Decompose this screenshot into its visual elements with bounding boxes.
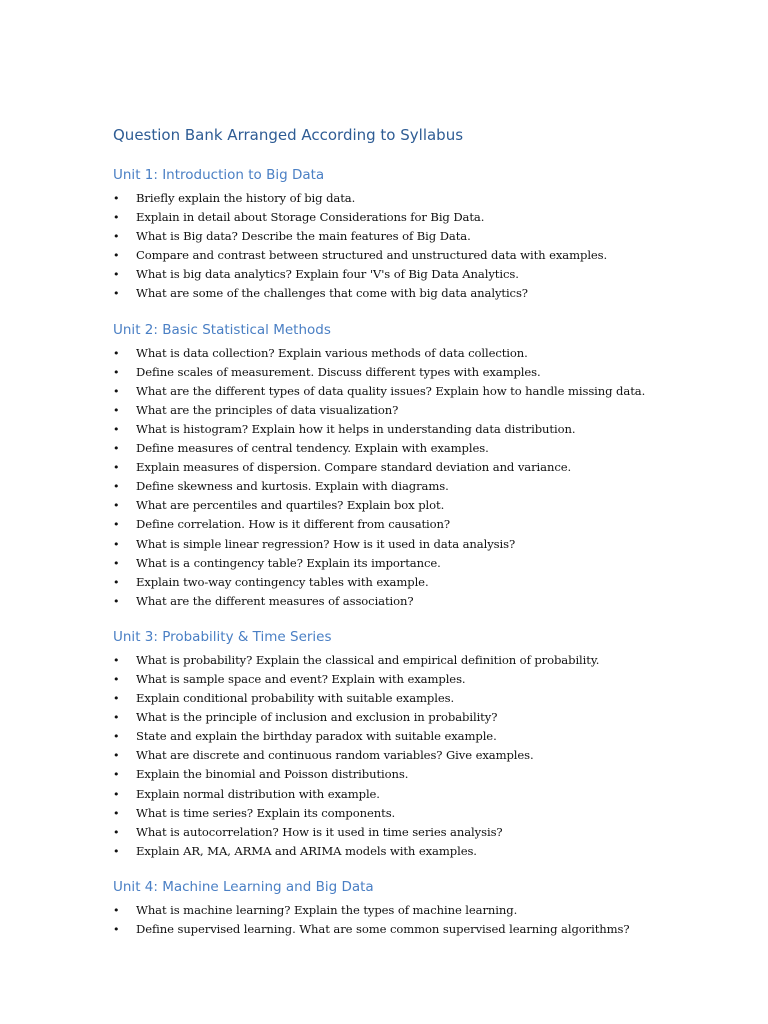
question-item (113, 535, 733, 554)
question-item (113, 246, 733, 265)
question-item (113, 382, 733, 401)
question-list (113, 189, 733, 304)
question-list (113, 901, 733, 939)
bullet-icon: • (113, 365, 120, 379)
question-item (113, 458, 733, 477)
bullet-icon: • (113, 518, 120, 532)
unit-section-1 (113, 165, 733, 304)
question-item (113, 592, 733, 611)
question-item (113, 189, 733, 208)
question-text: What is Big data? Describe the main features of Big Data. (136, 229, 471, 244)
question-text: Explain measures of dispersion. Compare standard deviation and variance. (136, 460, 572, 475)
unit-heading: Unit 3: Probability & Time Series (113, 628, 332, 645)
question-text: What is probability? Explain the classical and empirical definition of probability. (136, 652, 600, 667)
question-text: Compare and contrast between structured and unstructured data with examples. (136, 248, 608, 263)
question-item (113, 496, 733, 515)
question-item (113, 785, 733, 804)
question-item (113, 842, 733, 861)
bullet-icon: • (113, 692, 120, 706)
bullet-icon: • (113, 672, 120, 686)
unit-heading: Unit 1: Introduction to Big Data (113, 167, 325, 183)
question-item (113, 765, 733, 784)
question-text: What is sample space and event? Explain with examples. (136, 671, 466, 686)
unit-heading: Unit 4: Machine Learning and Big Data (113, 878, 374, 895)
bullet-icon: • (113, 594, 120, 608)
bullet-icon: • (113, 268, 120, 282)
bullet-icon: • (113, 711, 120, 725)
bullet-icon: • (113, 499, 120, 513)
question-item (113, 573, 733, 592)
question-item (113, 670, 733, 689)
question-text: What are the principles of data visualization? (136, 402, 399, 417)
question-text: Explain normal distribution with example. (136, 786, 380, 801)
bullet-icon: • (113, 749, 120, 763)
question-item (113, 401, 733, 420)
question-text: What are discrete and continuous random variables? Give examples. (136, 748, 534, 763)
bullet-icon: • (113, 192, 120, 205)
bullet-icon: • (113, 825, 120, 839)
question-text: Explain the binomial and Poisson distributions. (136, 767, 409, 782)
bullet-icon: • (113, 923, 120, 936)
question-list (113, 651, 733, 861)
question-item (113, 901, 733, 920)
question-text: Define scales of measurement. Discuss different types with examples. (136, 364, 541, 379)
bullet-icon: • (113, 903, 120, 917)
question-text: What is simple linear regression? How is it used in data analysis? (136, 536, 516, 551)
question-item (113, 208, 733, 227)
bullet-icon: • (113, 230, 120, 244)
bullet-icon: • (113, 844, 120, 858)
question-list (113, 344, 733, 611)
question-text: What is data collection? Explain various methods of data collection. (136, 345, 528, 360)
question-text: What is histogram? Explain how it helps in understanding data distribution. (136, 421, 576, 436)
unit-heading: Unit 2: Basic Statistical Methods (113, 321, 331, 338)
question-text: What are some of the challenges that come with big data analytics? (136, 286, 528, 301)
question-item (113, 554, 733, 573)
bullet-icon: • (113, 653, 120, 667)
question-item (113, 265, 733, 284)
bullet-icon: • (113, 537, 120, 551)
question-text: Define correlation. How is it different from causation? (136, 517, 451, 532)
question-item (113, 746, 733, 765)
question-item (113, 689, 733, 708)
question-text: What are the different types of data quality issues? Explain how to handle missing data. (136, 383, 646, 398)
bullet-icon: • (113, 806, 120, 820)
question-item (113, 651, 733, 670)
question-item (113, 708, 733, 727)
question-text: What is time series? Explain its components. (136, 805, 396, 820)
question-text: What is the principle of inclusion and exclusion in probability? (136, 710, 498, 725)
bullet-icon: • (113, 211, 120, 225)
bullet-icon: • (113, 768, 120, 782)
bullet-icon: • (113, 461, 120, 475)
bullet-icon: • (113, 346, 120, 360)
document-title: Question Bank Arranged According to Syllabus (113, 126, 464, 144)
bullet-icon: • (113, 249, 120, 263)
question-item (113, 344, 733, 363)
question-item (113, 363, 733, 382)
question-item (113, 920, 733, 939)
question-text: What are percentiles and quartiles? Explain box plot. (136, 498, 445, 513)
question-item (113, 227, 733, 246)
bullet-icon: • (113, 403, 120, 417)
question-item (113, 823, 733, 842)
unit-section-4 (113, 877, 733, 939)
bullet-icon: • (113, 480, 120, 494)
question-text: What is a contingency table? Explain its importance. (136, 555, 441, 570)
question-text: Explain conditional probability with suitable examples. (136, 691, 455, 706)
bullet-icon: • (113, 442, 120, 456)
bullet-icon: • (113, 287, 120, 301)
question-text: Explain in detail about Storage Considerations for Big Data. (136, 210, 485, 225)
question-text: State and explain the birthday paradox with suitable example. (136, 729, 497, 744)
question-text: Define supervised learning. What are some common supervised learning algorithms? (136, 922, 630, 936)
bullet-icon: • (113, 384, 120, 398)
question-item (113, 477, 733, 496)
bullet-icon: • (113, 730, 120, 744)
question-text: What is autocorrelation? How is it used in time series analysis? (136, 824, 503, 839)
bullet-icon: • (113, 575, 120, 589)
units-container (113, 165, 733, 939)
question-text: Explain AR, MA, ARMA and ARIMA models with examples. (136, 843, 477, 858)
question-item (113, 727, 733, 746)
question-text: What are the different measures of association? (136, 593, 414, 608)
unit-section-2 (113, 320, 733, 611)
question-item (113, 439, 733, 458)
question-item (113, 420, 733, 439)
document-content (113, 124, 733, 955)
question-text: What is big data analytics? Explain four 'V's of Big Data Analytics. (136, 267, 519, 282)
question-text: Briefly explain the history of big data. (136, 191, 356, 205)
bullet-icon: • (113, 556, 120, 570)
question-text: Define measures of central tendency. Explain with examples. (136, 441, 489, 456)
question-text: What is machine learning? Explain the types of machine learning. (136, 902, 518, 917)
question-text: Explain two-way contingency tables with example. (136, 574, 429, 589)
bullet-icon: • (113, 422, 120, 436)
bullet-icon: • (113, 787, 120, 801)
question-text: Define skewness and kurtosis. Explain with diagrams. (136, 479, 449, 494)
question-item (113, 284, 733, 303)
unit-section-3 (113, 627, 733, 861)
question-item (113, 515, 733, 534)
question-item (113, 804, 733, 823)
